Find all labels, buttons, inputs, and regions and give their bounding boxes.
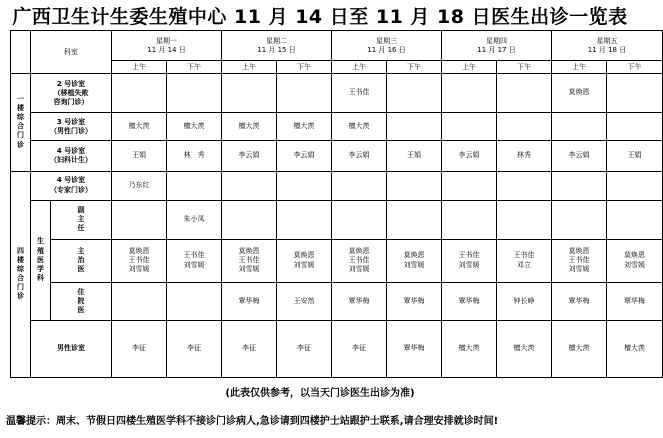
male-cell-3	[277, 320, 332, 377]
vertical-char: 住	[77, 287, 85, 296]
cell-line: 星期二	[266, 36, 287, 45]
vertical-char: 医	[37, 255, 44, 264]
room4f1-cell-0	[112, 141, 167, 171]
room3-cell-4	[332, 113, 387, 141]
room2-cell-9	[607, 74, 663, 113]
resident-cell-1	[167, 282, 222, 320]
doctor-name: 檀大羡	[458, 344, 480, 353]
row-room4-floor4	[11, 171, 663, 200]
doctor-name: 李征	[187, 344, 201, 353]
vertical-char: 医	[77, 305, 85, 314]
doctor-name: 覃华梅	[403, 344, 425, 353]
day-header-4	[552, 31, 663, 61]
vertical-char: 院	[77, 296, 85, 305]
cell-line: （男性门诊）	[50, 126, 92, 135]
doctor-name: 覃华梅	[624, 296, 645, 305]
room4f1-cell-2	[222, 141, 277, 171]
male-cell-6	[442, 320, 497, 377]
room4f1-cell-7	[497, 141, 552, 171]
doctor-name: 李云娟	[458, 151, 480, 160]
vertical-char: 任	[77, 224, 85, 233]
vertical-char: 科	[37, 273, 44, 282]
am-header-3	[442, 61, 497, 74]
vertical-char: 主	[77, 247, 85, 256]
room3-cell-9	[607, 113, 663, 141]
cell-line: 上午	[352, 62, 366, 71]
vertical-char: 殖	[37, 246, 44, 255]
doctor-name: 林 秀	[183, 151, 205, 160]
doctor-name: 王书佳	[238, 255, 260, 264]
row-room4-floor1	[11, 141, 663, 171]
vertical-char: 医	[77, 265, 85, 274]
attending-cell-7	[497, 239, 552, 282]
resident-cell-9	[607, 282, 663, 320]
room4f1-cell-8	[552, 141, 607, 171]
vertical-char: 四	[17, 246, 24, 255]
vice-cell-9	[607, 200, 663, 239]
vertical-char: 楼	[17, 104, 24, 113]
cell-line: 上午	[462, 62, 476, 71]
doctor-name: 李云娟	[293, 151, 315, 160]
header-row-days	[11, 31, 663, 61]
row-vice-director	[11, 200, 663, 239]
row-room2	[11, 74, 663, 113]
day-header-1	[222, 31, 332, 61]
room4f4-cell-4	[332, 171, 387, 200]
vice-cell-3	[277, 200, 332, 239]
resident-cell-7	[497, 282, 552, 320]
cell-line: 4 号诊室	[56, 146, 86, 155]
cell-line: 4 号诊室	[56, 176, 86, 185]
doctor-name: 檀大羡	[293, 121, 315, 130]
pm-header-0	[167, 61, 222, 74]
resident-label	[51, 282, 112, 320]
doctor-name: 王书佳	[458, 251, 480, 260]
cell-line: 11 月 15 日	[257, 45, 296, 54]
doctor-name: 王娟	[407, 151, 421, 160]
room4f1-cell-9	[607, 141, 663, 171]
vertical-char: 综	[17, 265, 24, 274]
doctor-name: 钟长峥	[513, 296, 535, 305]
vice-cell-5	[387, 200, 442, 239]
doctor-name: 莫焕恩	[348, 246, 370, 255]
resident-cell-4	[332, 282, 387, 320]
vertical-char: 楼	[17, 256, 24, 265]
room3-cell-3	[277, 113, 332, 141]
room2-cell-8	[552, 74, 607, 113]
room4f4-cell-3	[277, 171, 332, 200]
doctor-name: 覃华梅	[238, 296, 260, 305]
cell-line: 上午	[572, 62, 586, 71]
doctor-name: 朱小凤	[183, 214, 205, 223]
doctor-name: 檀大羡	[568, 344, 590, 353]
room4f1-cell-3	[277, 141, 332, 171]
vertical-char: 诊	[17, 292, 24, 301]
doctor-name: 王书佳	[568, 255, 590, 264]
resident-cell-5	[387, 282, 442, 320]
room4f4-cell-6	[442, 171, 497, 200]
doctor-name: 李云娟	[348, 151, 370, 160]
room4f4-cell-8	[552, 171, 607, 200]
doctor-name: 李云娟	[568, 151, 590, 160]
vertical-char: 主	[77, 215, 85, 224]
floor4-label	[11, 171, 31, 378]
doctor-name: 刘雪媛	[128, 265, 150, 274]
room3-cell-1	[167, 113, 222, 141]
cell-line: 上午	[242, 62, 256, 71]
doctor-name: 檀大羡	[183, 121, 205, 130]
cell-line: 下午	[407, 62, 421, 71]
vertical-char: 综	[17, 113, 24, 122]
cell-line: （移植失败	[53, 88, 89, 97]
doctor-name: 李征	[132, 344, 146, 353]
schedule-table	[10, 30, 663, 378]
doctor-name: 莫焕恩	[238, 246, 260, 255]
room4f1-cell-1	[167, 141, 222, 171]
doctor-name: 王书佳	[183, 251, 205, 260]
vice-cell-8	[552, 200, 607, 239]
cell-line: 咨询门诊）	[53, 97, 89, 106]
room2-cell-5	[387, 74, 442, 113]
doctor-name: 莫焕恩	[624, 251, 645, 260]
room2-cell-7	[497, 74, 552, 113]
male-cell-2	[222, 320, 277, 377]
doctor-name: 莫焕恩	[568, 88, 590, 97]
reproductive-dept-label	[31, 200, 51, 320]
room4-floor4-label	[31, 171, 112, 200]
doctor-name: 莫焕恩	[403, 251, 425, 260]
vertical-char: 一	[17, 95, 24, 104]
doctor-name: 刘雪媛	[568, 265, 590, 274]
male-cell-7	[497, 320, 552, 377]
vice-director-label	[51, 200, 112, 239]
room3-cell-2	[222, 113, 277, 141]
day-header-3	[442, 31, 552, 61]
pm-header-3	[497, 61, 552, 74]
disclaimer-note: (此表仅供参考，以当天门诊医生出诊为准)	[225, 388, 415, 399]
cell-line: 上午	[132, 62, 146, 71]
attending-cell-0	[112, 239, 167, 282]
room2-cell-0	[112, 74, 167, 113]
male-cell-0	[112, 320, 167, 377]
doctor-name: 李云娟	[238, 151, 260, 160]
attending-cell-4	[332, 239, 387, 282]
doctor-name: 王书佳	[348, 255, 370, 264]
cell-line: 星期一	[156, 36, 177, 45]
row-room3	[11, 113, 663, 141]
doctor-name: 邓立	[517, 260, 531, 269]
doctor-name: 刘雪媛	[403, 260, 425, 269]
doctor-name: 王娟	[627, 151, 642, 160]
vertical-char: 生	[37, 237, 44, 246]
resident-cell-3	[277, 282, 332, 320]
room4f4-cell-0	[112, 171, 167, 200]
am-header-4	[552, 61, 607, 74]
doctor-name: 刘雪媛	[624, 260, 645, 269]
attending-label	[51, 239, 112, 282]
room4f1-cell-4	[332, 141, 387, 171]
doctor-name: 王书佳	[513, 251, 535, 260]
attending-cell-8	[552, 239, 607, 282]
doctor-name: 檀大羡	[624, 344, 645, 353]
room2-cell-1	[167, 74, 222, 113]
attending-cell-1	[167, 239, 222, 282]
doctor-name: 覃华梅	[403, 296, 425, 305]
resident-cell-2	[222, 282, 277, 320]
vertical-char: 诊	[17, 140, 24, 149]
room4f1-cell-5	[387, 141, 442, 171]
day-header-0	[112, 31, 222, 61]
doctor-name: 王娟	[132, 151, 146, 160]
room4f4-cell-7	[497, 171, 552, 200]
am-header-0	[112, 61, 167, 74]
attending-cell-3	[277, 239, 332, 282]
doctor-name: 王书佳	[128, 255, 150, 264]
row-resident	[11, 282, 663, 320]
attending-cell-5	[387, 239, 442, 282]
doctor-name: 覃华梅	[458, 296, 480, 305]
cell-line: 11 月 17 日	[477, 45, 516, 54]
attending-cell-9	[607, 239, 663, 282]
room3-cell-7	[497, 113, 552, 141]
cell-line: 11 月 18 日	[587, 45, 627, 54]
vertical-char: 副	[77, 205, 85, 214]
doctor-name: 李征	[297, 344, 311, 353]
vice-cell-6	[442, 200, 497, 239]
doctor-name: 刘雪媛	[183, 260, 205, 269]
room3-label	[31, 113, 112, 141]
room4f4-cell-5	[387, 171, 442, 200]
page-title: 广西卫生计生委生殖中心 11 月 14 日至 11 月 18 日医生出诊一览表	[12, 6, 628, 28]
pm-header-1	[277, 61, 332, 74]
room3-cell-6	[442, 113, 497, 141]
male-cell-8	[552, 320, 607, 377]
vertical-char: 治	[77, 256, 85, 265]
doctor-name: 莫焕恩	[128, 246, 150, 255]
pm-header-4	[607, 61, 663, 74]
room3-cell-5	[387, 113, 442, 141]
cell-line: 11 月 14 日	[147, 45, 186, 54]
room4-floor1-label	[31, 141, 112, 171]
doctor-name: 刘雪媛	[238, 265, 260, 274]
doctor-name: 林秀	[517, 151, 531, 160]
cell-line: 星期四	[486, 36, 507, 45]
cell-line: 下午	[297, 62, 311, 71]
male-cell-9	[607, 320, 663, 377]
cell-line: 星期三	[376, 36, 397, 45]
male-cell-5	[387, 320, 442, 377]
vice-cell-2	[222, 200, 277, 239]
doctor-name: 莫焕恩	[293, 251, 315, 260]
doctor-name: 刘雪媛	[293, 260, 315, 269]
cell-line: 下午	[627, 62, 642, 71]
cell-line: （专家门诊）	[50, 185, 92, 194]
room4f1-cell-6	[442, 141, 497, 171]
room2-cell-6	[442, 74, 497, 113]
pm-header-2	[387, 61, 442, 74]
vice-cell-1	[167, 200, 222, 239]
doctor-name: 刘雪媛	[348, 265, 370, 274]
doctor-name: 覃华梅	[348, 296, 370, 305]
doctor-name: 王安然	[293, 296, 315, 305]
cell-line: 下午	[187, 62, 201, 71]
cell-line: 科室	[64, 47, 78, 56]
room3-cell-8	[552, 113, 607, 141]
cell-line: （妇科计生）	[50, 155, 92, 164]
am-header-1	[222, 61, 277, 74]
doctor-name: 覃华梅	[568, 296, 590, 305]
resident-cell-6	[442, 282, 497, 320]
room4f4-cell-1	[167, 171, 222, 200]
cell-line: 星期五	[596, 36, 618, 45]
vertical-char: 合	[17, 274, 24, 283]
doctor-name: 乃东红	[128, 180, 150, 189]
am-header-2	[332, 61, 387, 74]
vertical-char: 门	[17, 283, 24, 292]
row-male-clinic	[11, 320, 663, 377]
room4f4-cell-2	[222, 171, 277, 200]
room3-cell-0	[112, 113, 167, 141]
room2-label	[31, 74, 112, 113]
doctor-name: 檀大羡	[128, 121, 150, 130]
floor1-label	[11, 74, 31, 171]
room2-cell-4	[332, 74, 387, 113]
attending-cell-2	[222, 239, 277, 282]
vice-cell-7	[497, 200, 552, 239]
doctor-name: 莫焕恩	[568, 246, 590, 255]
dept-header	[31, 31, 112, 74]
male-clinic-label	[31, 320, 112, 377]
resident-cell-0	[112, 282, 167, 320]
cell-line: 2 号诊室	[56, 79, 86, 88]
day-header-2	[332, 31, 442, 61]
cell-line: 男性诊室	[57, 344, 85, 353]
vice-cell-4	[332, 200, 387, 239]
row-attending	[11, 239, 663, 282]
doctor-name: 李征	[352, 344, 366, 353]
vice-cell-0	[112, 200, 167, 239]
attending-cell-6	[442, 239, 497, 282]
doctor-name: 檀大羡	[238, 121, 260, 130]
corner-cell	[11, 31, 31, 74]
doctor-name: 刘雪媛	[458, 260, 480, 269]
room4f4-cell-9	[607, 171, 663, 200]
vertical-char: 学	[37, 264, 44, 273]
vertical-char: 合	[17, 122, 24, 131]
resident-cell-8	[552, 282, 607, 320]
male-cell-4	[332, 320, 387, 377]
cell-line: 下午	[517, 62, 531, 71]
room2-cell-3	[277, 74, 332, 113]
vertical-char: 门	[17, 131, 24, 140]
doctor-name: 李征	[242, 344, 256, 353]
doctor-name: 王书佳	[348, 88, 370, 97]
room2-cell-2	[222, 74, 277, 113]
male-cell-1	[167, 320, 222, 377]
doctor-name: 檀大羡	[348, 121, 370, 130]
cell-line: 3 号诊室	[56, 117, 86, 126]
cell-line: 11 月 16 日	[367, 45, 406, 54]
warm-tip: 温馨提示：周末、节假日四楼生殖医学科不接诊门诊病人,急诊请到四楼护士站跟护士联系,请合理安排就诊时间!	[6, 416, 499, 427]
doctor-name: 檀大羡	[513, 344, 535, 353]
